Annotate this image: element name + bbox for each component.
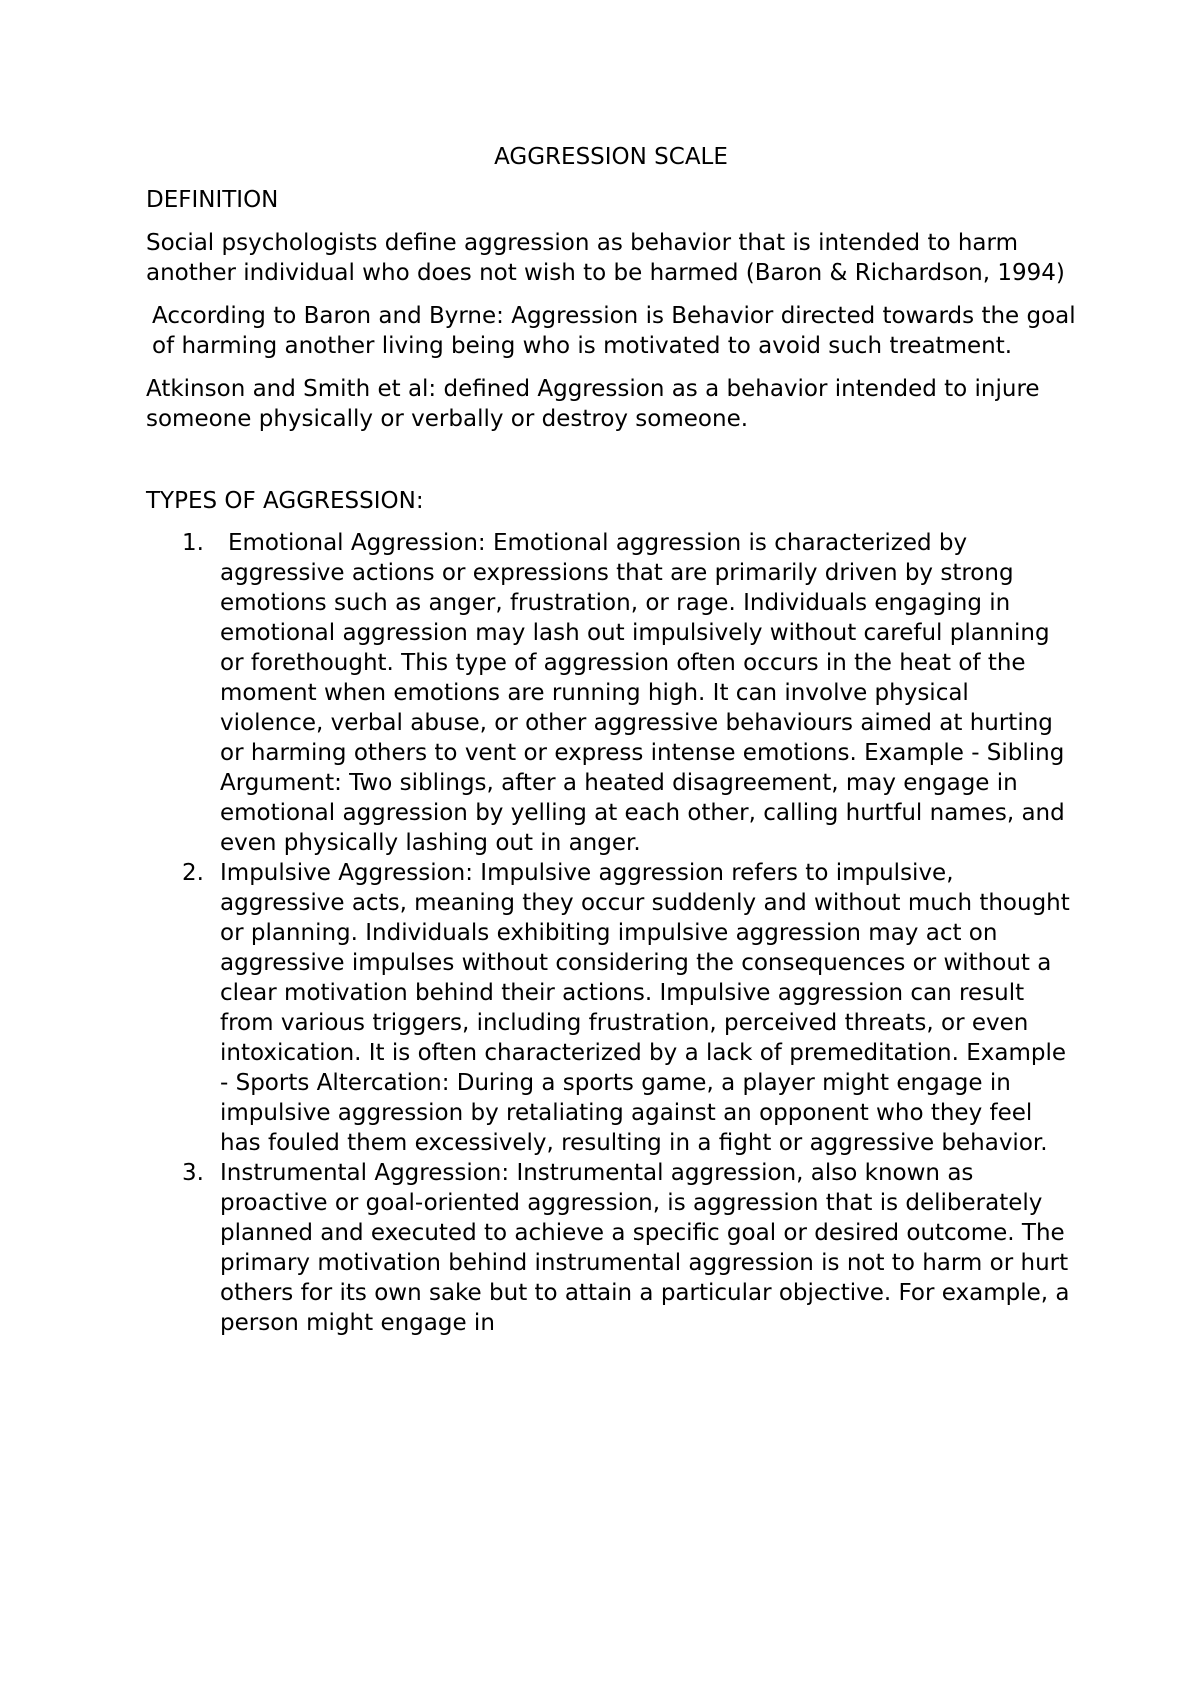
definition-heading: DEFINITION bbox=[146, 187, 279, 213]
definition-paragraph: According to Baron and Byrne: Aggression is Behavior directed towards the goal of harming another living being who is motivated to avoid such treatment. bbox=[152, 303, 1076, 359]
definition-paragraph: Atkinson and Smith et al: defined Aggression as a behavior intended to injure someone physically or verbally or destroy someone. bbox=[146, 376, 1040, 432]
page-title: AGGRESSION SCALE bbox=[494, 144, 728, 170]
types-heading: TYPES OF AGGRESSION: bbox=[146, 488, 424, 514]
list-item-text: Emotional Aggression: Emotional aggression is characterized by aggressive actions or expressions that are primarily driven by strong emotions such as anger, frustration, or rage. Individuals engaging in emotional aggression may lash out impulsively without careful planning or forethought. This type of aggression often occurs in the heat of the moment when emotions are running high. It can involve physical violence, verbal abuse, or other aggressive behaviours aimed at hurting or harming others to vent or express intense emotions. Example - Sibling Argument: Two siblings, after a heated disagreement, may engage in emotional aggression by yelling at each other, calling hurtful names, and even physically lashing out in anger. bbox=[220, 530, 1065, 856]
list-item-text: Impulsive Aggression: Impulsive aggression refers to impulsive, aggressive acts, meaning they occur suddenly and without much thought or planning. Individuals exhibiting impulsive aggression may act on aggressive impulses without considering the consequences or without a clear motivation behind their actions. Impulsive aggression can result from various triggers, including frustration, perceived threats, or even intoxication. It is often characterized by a lack of premeditation. Example - Sports Altercation: During a sports game, a player might engage in impulsive aggression by retaliating against an opponent who they feel has fouled them excessively, resulting in a fight or aggressive behavior. bbox=[220, 860, 1070, 1156]
list-item-number: 3. bbox=[182, 1160, 204, 1186]
document-body bbox=[146, 142, 1076, 1338]
list-item bbox=[146, 528, 1076, 858]
list-item bbox=[146, 1158, 1076, 1338]
list-item-number: 1. bbox=[182, 530, 204, 556]
list-item-text: Instrumental Aggression: Instrumental aggression, also known as proactive or goal-oriented aggression, is aggression that is deliberately planned and executed to achieve a specific goal or desired outcome. The primary motivation behind instrumental aggression is not to harm or hurt others for its own sake but to attain a particular objective. For example, a person might engage in bbox=[220, 1160, 1070, 1336]
types-list bbox=[146, 528, 1076, 1338]
list-item-number: 2. bbox=[182, 860, 204, 886]
definition-paragraph: Social psychologists define aggression as behavior that is intended to harm another individual who does not wish to be harmed (Baron & Richardson, 1994) bbox=[146, 230, 1065, 286]
list-item bbox=[146, 858, 1076, 1158]
